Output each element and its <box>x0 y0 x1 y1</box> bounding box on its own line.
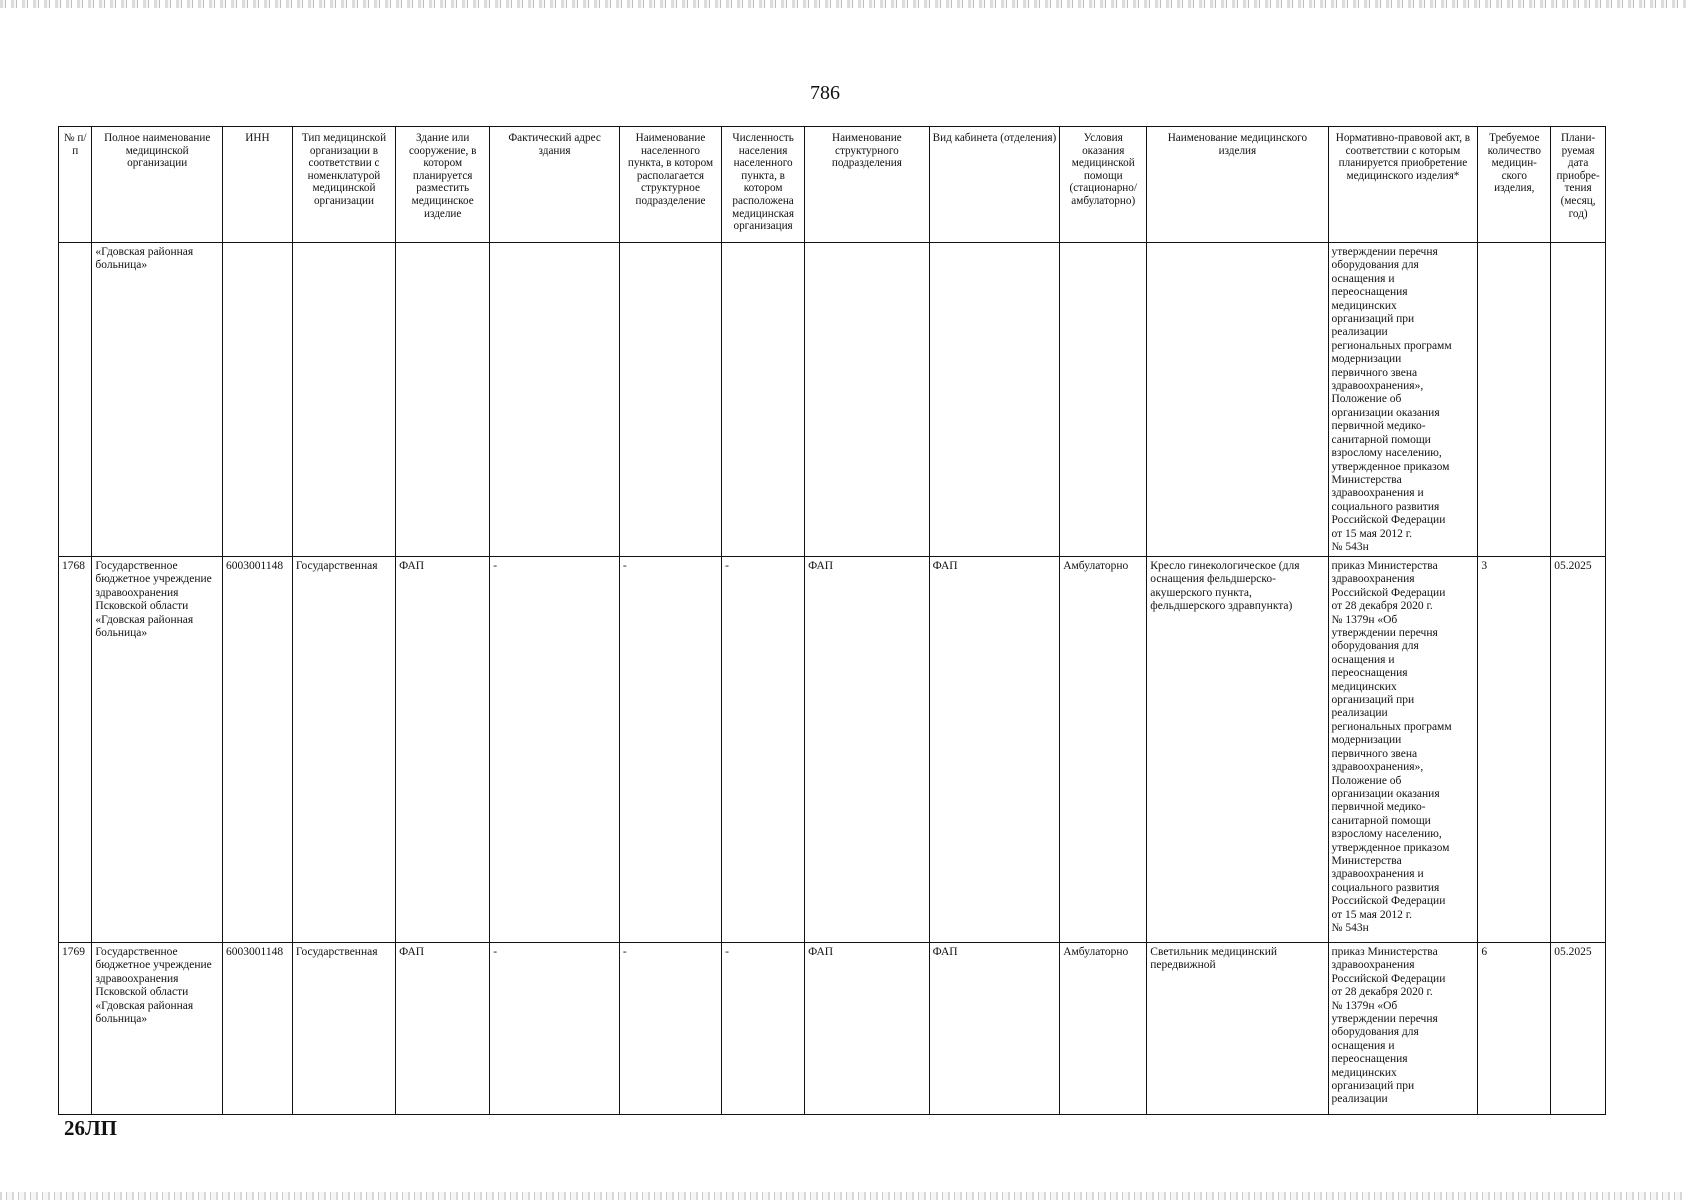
footer-mark: 26ЛП <box>64 1116 117 1140</box>
header-cell: Условия оказания медицинской помощи (стационарно/ амбулаторно) <box>1060 127 1147 243</box>
table-row-continuation <box>59 243 1606 557</box>
cell-subdivision <box>805 243 930 557</box>
cell-device: Светильник медицинский передвижной <box>1147 943 1328 1115</box>
cell-conditions: Амбулаторно <box>1060 943 1147 1115</box>
cell-address: - <box>490 943 620 1115</box>
cell-organization: Государственное бюджетное учреждение здравоохранения Псковской области «Гдовская районная больница» <box>92 557 223 943</box>
cell-population <box>722 243 805 557</box>
header-cell: Наименование населенного пункта, в котором располагается структурное подразделение <box>619 127 721 243</box>
cell-building <box>396 243 490 557</box>
cell-date <box>1551 243 1606 557</box>
cell-address: - <box>490 557 620 943</box>
cell-no: 1768 <box>59 557 92 943</box>
cell-no: 1769 <box>59 943 92 1115</box>
cell-date: 05.2025 <box>1551 943 1606 1115</box>
table-header-row <box>59 127 1606 243</box>
page-number: 786 <box>810 82 840 104</box>
header-cell: ИНН <box>223 127 293 243</box>
cell-inn: 6003001148 <box>223 943 293 1115</box>
cell-conditions <box>1060 243 1147 557</box>
scan-edge-top <box>0 0 1686 8</box>
cell-address <box>490 243 620 557</box>
cell-inn <box>223 243 293 557</box>
cell-building: ФАП <box>396 943 490 1115</box>
table-row <box>59 943 1606 1115</box>
cell-subdivision: ФАП <box>805 557 930 943</box>
cell-cabinet: ФАП <box>929 557 1060 943</box>
cell-inn: 6003001148 <box>223 557 293 943</box>
cell-cabinet: ФАП <box>929 943 1060 1115</box>
cell-subdivision: ФАП <box>805 943 930 1115</box>
header-cell: Вид кабинета (отделения) <box>929 127 1060 243</box>
header-cell: Численность населения населенного пункта, в котором расположена медицинская организация <box>722 127 805 243</box>
cell-quantity <box>1478 243 1551 557</box>
cell-quantity: 3 <box>1478 557 1551 943</box>
cell-cabinet <box>929 243 1060 557</box>
cell-document: утверждении перечня оборудования для оснащения и переоснащения медицинских организаций при реализации региональных программ модернизации первичного звена здравоохранения», Положение об организации оказания первичной медико- санитарной помощи взрослому населению, утвержденное приказом Министерства здравоохранения и социального развития Российской Федерации от 15 мая 2012 г. № 543н <box>1328 243 1478 557</box>
header-cell: Здание или сооружение, в котором планируется разместить медицинское изделие <box>396 127 490 243</box>
cell-organization: Государственное бюджетное учреждение здравоохранения Псковской области «Гдовская районная больница» <box>92 943 223 1115</box>
cell-settlement: - <box>619 943 721 1115</box>
cell-quantity: 6 <box>1478 943 1551 1115</box>
scan-edge-bottom <box>0 1192 1686 1200</box>
header-cell: Наименование медицинского изделия <box>1147 127 1328 243</box>
cell-conditions: Амбулаторно <box>1060 557 1147 943</box>
header-cell: Наименование структурного подразделения <box>805 127 930 243</box>
header-cell: Требуемое количество медицин-ского изделия, <box>1478 127 1551 243</box>
cell-settlement: - <box>619 557 721 943</box>
header-cell: № п/п <box>59 127 92 243</box>
cell-type <box>292 243 395 557</box>
header-cell: Полное наименование медицинской организации <box>92 127 223 243</box>
cell-date: 05.2025 <box>1551 557 1606 943</box>
cell-document: приказ Министерства здравоохранения Российской Федерации от 28 декабря 2020 г. № 1379н «Об утверждении перечня оборудования для оснащения и переоснащения медицинских организаций при реализации <box>1328 943 1478 1115</box>
header-cell: Тип медицинской организации в соответствии с номенклатурой медицинской организации <box>292 127 395 243</box>
cell-settlement <box>619 243 721 557</box>
cell-population: - <box>722 557 805 943</box>
cell-device: Кресло гинекологическое (для оснащения фельдшерско-акушерского пункта, фельдшерского здравпункта) <box>1147 557 1328 943</box>
cell-type: Государственная <box>292 943 395 1115</box>
cell-organization: «Гдовская районная больница» <box>92 243 223 557</box>
cell-document: приказ Министерства здравоохранения Российской Федерации от 28 декабря 2020 г. № 1379н «Об утверждении перечня оборудования для оснащения и переоснащения медицинских организаций при реализации региональных программ модернизации первичного звена здравоохранения», Положение об организации оказания первичной медико- санитарной помощи взрослому населению, утвержденное приказом Министерства здравоохранения и социального развития Российской Федерации от 15 мая 2012 г. № 543н <box>1328 557 1478 943</box>
cell-device <box>1147 243 1328 557</box>
equipment-table <box>58 126 1606 1115</box>
cell-no <box>59 243 92 557</box>
header-cell: Фактический адрес здания <box>490 127 620 243</box>
header-cell: Нормативно-правовой акт, в соответствии с которым планируется приобретение медицинского изделия* <box>1328 127 1478 243</box>
cell-building: ФАП <box>396 557 490 943</box>
table-row <box>59 557 1606 943</box>
header-cell: Плани-руемая дата приобре-тения (месяц, год) <box>1551 127 1606 243</box>
cell-population: - <box>722 943 805 1115</box>
cell-type: Государственная <box>292 557 395 943</box>
